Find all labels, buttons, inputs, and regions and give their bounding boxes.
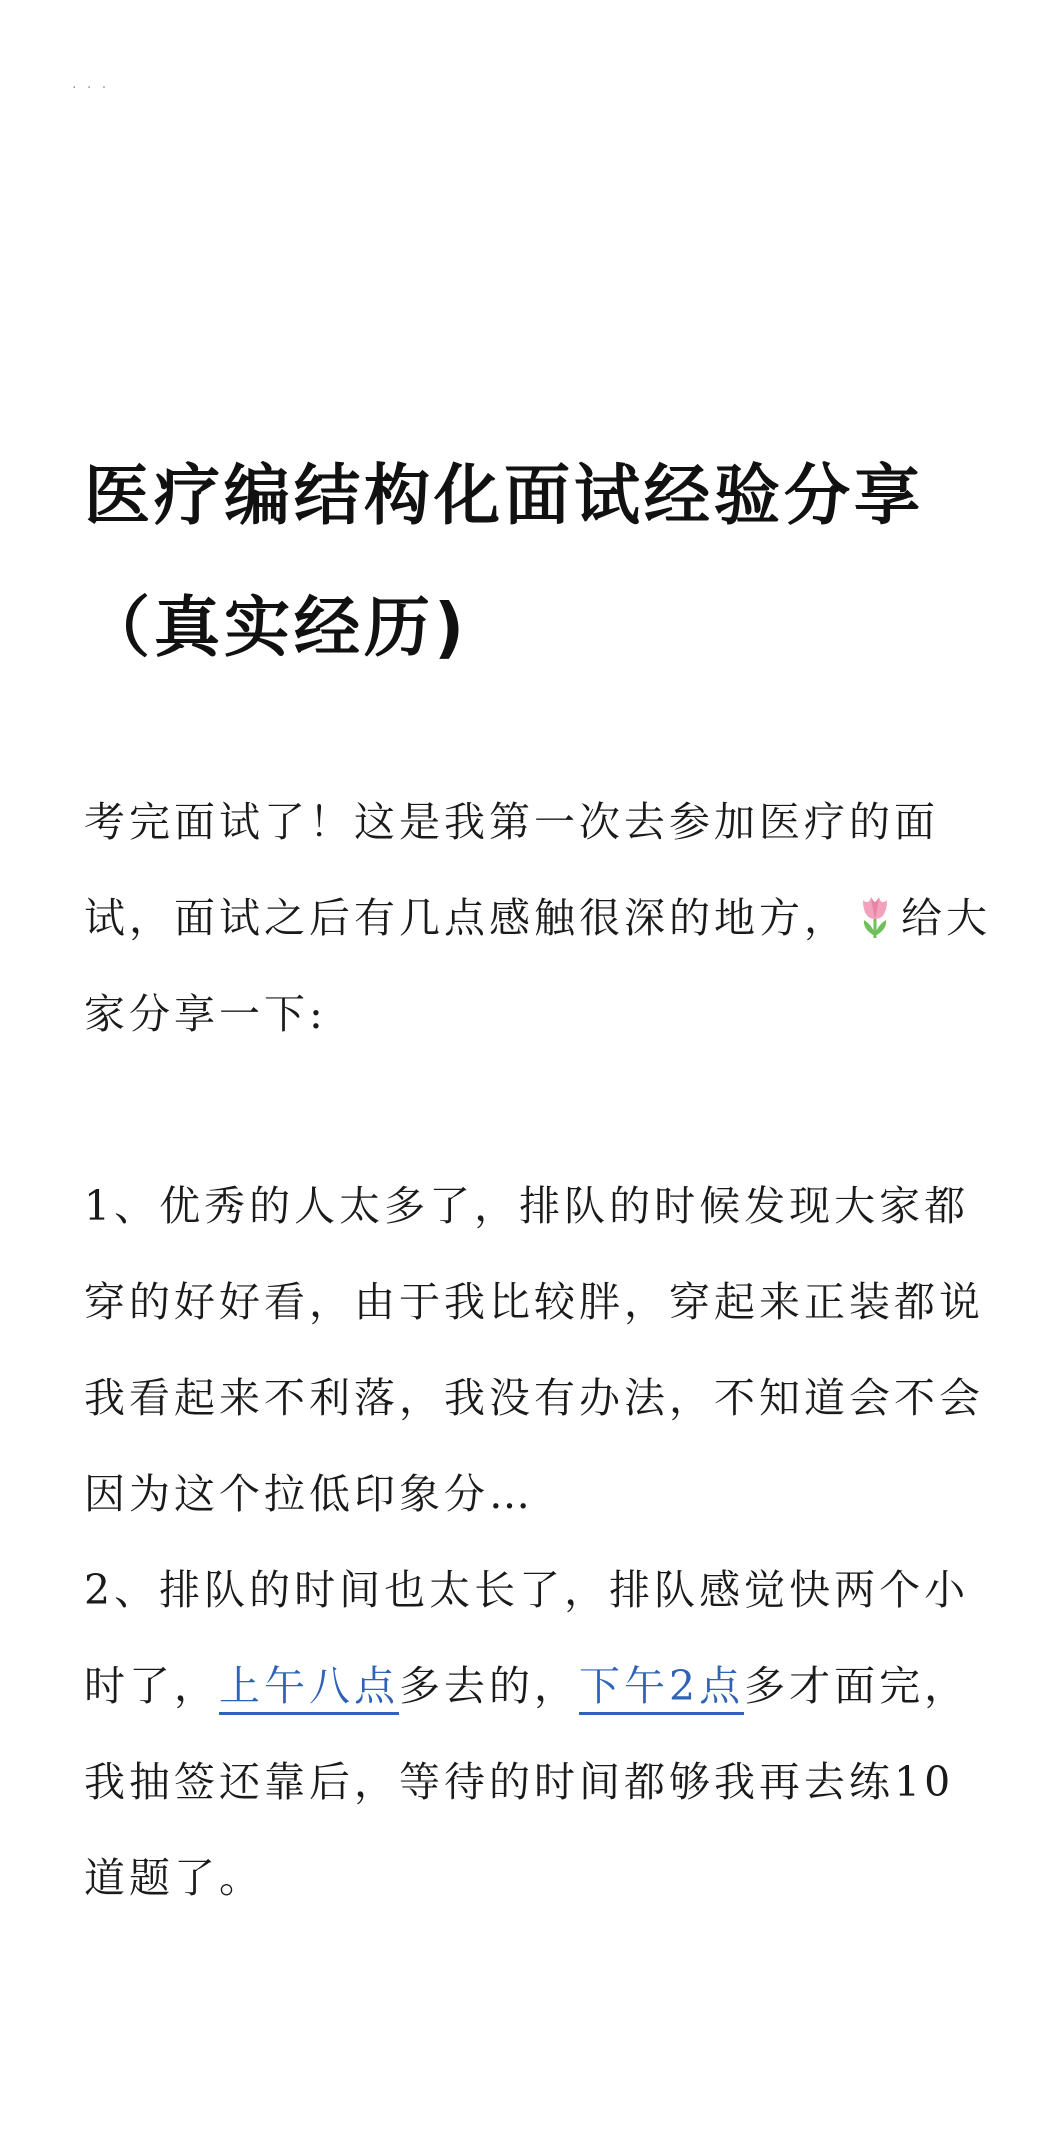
intro-text-start: 考完面试了！这是我第一次去参加医疗的面试，面试之后有几点感触很深的地方， xyxy=(84,798,939,942)
highlight-morning-time: 上午八点 xyxy=(219,1662,399,1715)
highlight-afternoon-time: 下午2点 xyxy=(579,1662,744,1715)
point-1: 1、优秀的人太多了，排队的时候发现大家都穿的好好看，由于我比较胖，穿起来正装都说我看起来不利落，我没有办法，不知道会不会因为这个拉低印象分… xyxy=(84,1182,984,1518)
article xyxy=(84,430,994,1926)
status-dots: · · · xyxy=(72,80,110,96)
point-2-text-c: 多才面完，我抽签还靠后，等待的时间都够我再去练10道题了。 xyxy=(84,1662,970,1902)
intro-text-end: 给大家分享一下: xyxy=(84,894,991,1038)
section-gap xyxy=(84,1062,994,1158)
intro-text xyxy=(84,774,994,1062)
intro-paragraph xyxy=(84,774,994,1062)
tulip-icon xyxy=(855,892,895,940)
point-2-text-a: 2、排队的时间也太长了，排队感觉快两个小时了， xyxy=(84,1566,970,1710)
article-title: 医疗编结构化面试经验分享（真实经历) xyxy=(84,457,924,666)
point-2 xyxy=(84,1542,994,1926)
point-2-text-b: 多去的， xyxy=(399,1662,579,1710)
